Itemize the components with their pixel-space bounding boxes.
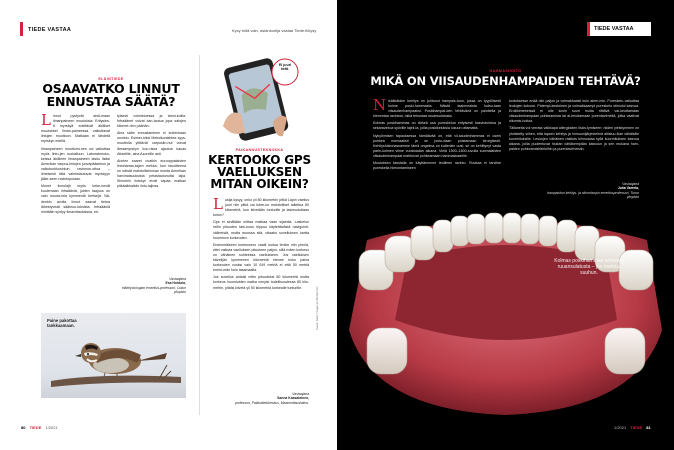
article1-title-line1: OSAAVATKO LINNUT: [42, 81, 180, 96]
photo-caption: Paine pakottaa tankkaamaan.: [47, 318, 77, 328]
article1-title-line2: ENNUSTAA SÄÄTÄ?: [46, 93, 176, 109]
section-label: TIEDE VASTAA: [28, 27, 72, 33]
article3-column2: [509, 99, 639, 177]
dropcap-L: L: [213, 198, 223, 213]
bird-photo: [41, 313, 186, 398]
article2-title-line2: VAELLUKSEN: [217, 165, 302, 180]
signature-label: Vastaajana: [622, 182, 639, 186]
header-note: Kysy mitä vain, asiantuntija vastaa Tiede.fi/kysy: [232, 28, 317, 33]
article1-paragraph: Monet linnulajit myös keke-nevät kuulemaan infraääniä, joiden taajuus on vain muuta-mia kymmeniä hertsejä. Nä-denkin avulla linnut saavat tietoa lähestyvistä säämuu-toksista. Infraääniä nimittäin syntyy ilmavirtauksissa, eri-: [41, 184, 110, 214]
right-page: [337, 0, 674, 450]
signature-name: Sanna Kaasalainen,: [277, 396, 309, 401]
article2-title: [207, 154, 312, 191]
magazine-name: TIEDE: [29, 425, 42, 430]
jaw-teeth-illustration: [337, 210, 674, 425]
signature-role: professori, Paikkatietokeskus, Maanmittauslaitos.: [234, 400, 309, 405]
article2-kicker: PAIKANNUSTEKNIIKKA: [235, 148, 284, 152]
article3-paragraph: kortuksesse enää niin paljon ja voimakkaasti kuin aiem-min. Pureskelu vaikuttaa leukojen kokoon. Pidempi-kestoinen ja voimakkaampi pureskelu stimuloi kasvua. Eroliikimetreissä ei olle kovin suuri mutta riittävä vai-keuttamaan viisaudenhampaan puhkeamista tai ai-heuttamaan purentavirheitä, jotka vaativat oikomis-hoitoa.: [509, 99, 639, 124]
article3-signature: [537, 182, 639, 200]
column-divider: [199, 55, 200, 415]
article3-kicker: HAMMASHOITO: [489, 69, 522, 73]
section-label-box: [587, 22, 651, 36]
phone-photo: [215, 52, 305, 142]
article3-paragraph: Tällaneita voi verrata valkkapa allergioiden lisän-tymiseen: niiden yleistyminen on yhdistetty siihen, että lapsen kehitys ja immuunijärjestelmä altistuu liian vähäisille kuormituksille. Leukojen vähäinen rasituts kiinnostaa kyllä kuormituksen kasvua aikana, joilla puolentuvat hiukan vähäkempään kasvuun ja sen mukana ham-paiden puhkeamishäiriöihin ja purentavirheisiin.: [509, 126, 639, 151]
tooth-caption: Kolmas poskihammas tehostaa ruuansulatusta – jos mahtuu suuhun.: [554, 258, 624, 276]
page-number: 80: [21, 425, 26, 430]
article3-paragraph: Kolmas poskihammas on tärkeä osa pureskelua erityisesti kasviravintoa ja sekaravintoa syöville lajeil-la, joilla poskikeluksia lukuun ottamatta.: [373, 121, 501, 131]
dropcap-L: L: [41, 114, 51, 129]
article1-paragraph: Aiorien saaret ovatkin eurooppalaisten lintuharras-tajien mekka, kun tavoitteena on nähdä mahdollisimman monta Amerikan harvinaisuuksista pelastautunutta lajia. Sinnekin lintukyt eivät vapaa matkan pitkäaikkaisiin lintu-lajinsa.: [117, 158, 186, 189]
magazine-name: TIEDE: [630, 425, 643, 430]
article3-paragraph: Muutoksen taustalla on käyttämmme teollinen ravinto. Ruokaa ei tarvitse pureskella hienontamiseen: [373, 161, 501, 171]
article1-column1: [41, 114, 110, 324]
page-number: 81: [646, 425, 651, 430]
right-folio: [614, 425, 651, 430]
issue-number: 1/2021: [45, 425, 58, 430]
signature-label: Vastaajana: [169, 277, 186, 281]
article2-paragraph: ukija kysyy, onko yli 80 kilometrin pitkä Lapin vaellus juuri niin pitkä vai tulee-ko mahdolliset tallettua 80 kilometriä, kun kiivetään tunturille ja laskeuduttaan kurun?: [213, 198, 309, 218]
article3-paragraph: isäkkäiden kehitys on johtanut hampais-toon, jossa on tyypillisesti kolme poski-hammasta. Näistä taaimmaista kutsu-taan viisaudenhampaaksi. Poskihampai-den tehtävänä on paloitella ja hienontaa ravintoa, mikä tehostaa ruuansulatusta.: [373, 99, 501, 119]
article3-paragraph: Nykyihmisen tapauksessa hämäävää on, että vii-saudenhammas ei usein puhkea normaalisti ja se joutu-daan poistamaan kirurgisesti. Kehityshistoriassamme tämä ongelma on kuitenkin uusi: se on kehittynyt vasta parin-kolmen viime vuosisadan aikana. Vielä 1500–1600-luvulla suomalaisten viisaudenhampaat mahtuivat puhkeamaan hammaskaarille.: [373, 133, 501, 158]
dropcap-N: N: [373, 99, 387, 114]
signature-name: Esa Hohtola,: [165, 281, 186, 286]
article2-paragraph: Ensimmäiseen korkeusero vaatii luotua tenkin niin pieniä, ettei vaikuta vaelluksen pituuteen paljon, sillä mäen korkeus on vähäinen suhteessa vaellukseen. Jos vaelluksen kävelijän kymmenen kilometriä etenee koko paina korkeuden vuoksi vain 10 049 metriä ei että 50 metriä enem-män kuin tasamaalla.: [213, 242, 309, 273]
article1-paragraph: innut pystyvät aisti-maan ilmanpaineen muutoksia. Eritysies-ti myrskyä edeltävät äkilliset muutokset ilman-paineessa vaikuttavat lintujen muuttoon. Matkaan ei lähdetä myrskyn edellä.: [41, 114, 110, 144]
article3-column1: [373, 99, 501, 199]
phone-bubble-text: Ei juuri hetti.: [278, 63, 292, 72]
section-label: TIEDE VASTAA: [594, 26, 634, 32]
issue-number: 1/2021: [614, 425, 627, 430]
article1-title: [36, 83, 186, 109]
article2-title-line3: MITAN OIKEIN?: [210, 177, 309, 192]
left-folio: [21, 425, 58, 430]
article1-kicker: ELÄINTIEDE: [98, 77, 124, 81]
article2-signature: [213, 392, 309, 405]
signature-label: Vastaajana: [292, 392, 309, 396]
article1-column2: [117, 114, 186, 254]
article2-title-line1: KERTOOKO GPS: [208, 153, 311, 167]
article1-paragraph: tyisesti voimistuessa ja tanni-koilla. Infraäänet voivat kan-tautua jopa satojen kilomet-rien päähän.: [117, 114, 186, 129]
section-accent-bar: [20, 22, 23, 36]
signature-name: Juha Varrela,: [617, 186, 639, 191]
article3-title: MIKÄ ON VIISAUDENHAMPAIDEN TEHTÄVÄ?: [370, 74, 641, 88]
signature-role: eläinfysiologian emeritus-professori, Oulun yliopisto: [121, 285, 186, 295]
article1-signature: [117, 277, 186, 295]
photo-credit: Kuvat: Getty Images ja iStockphoto: [315, 286, 319, 330]
article2-paragraph: Gps ei sinällään mittaa matkaa vaan sijaintia. Laskelun reitin pituuden tark-kuus riippuu käytettävästä navigointi-välineistä, mutta muussa sitä, ottaako sovelluksen kartta huomioon korkeuden.: [213, 220, 309, 240]
article2-paragraph: Jos sovellus antaisi reitin pituudeksi 80 kilometriä mutta korkeus huomioiden matka venyisi todellisuudessa 80 kilo-metrin, pitäisi kiivetä yli 50 kilometriä korkealle tunturille.: [213, 275, 309, 290]
article2-column: [213, 198, 309, 380]
article1-paragraph: Ilmanpaineen muuttumi-nen voi vaikuttaa myös lintu-jen ruokailuun. Laboratorioko-keissa äkillinen ilmanpaineen lasku lisäsi Amerikan varpus-lintujen juovapääsirkun ja valkokurkkusirkun ravinnon-ottoa – ilmeisesti tätä valmistautuvat myrskyyn jälke-seen ravintopulaan.: [41, 146, 110, 182]
signature-role: hampaiston kehitys- ja oikomisopin emeritusprofessori, Turun yliopisto: [547, 190, 639, 200]
article1-paragraph: Aina sään ennustaminen ei kuitenkaan onnistu. Esimer-kiksi Meksikonlahtea syys-muuttolla ylittävät varpuslin-nut voivat lämsimyrskyn kou-rissa ajautua kauas Atlantille, aina Azoreille asti.: [117, 131, 186, 156]
